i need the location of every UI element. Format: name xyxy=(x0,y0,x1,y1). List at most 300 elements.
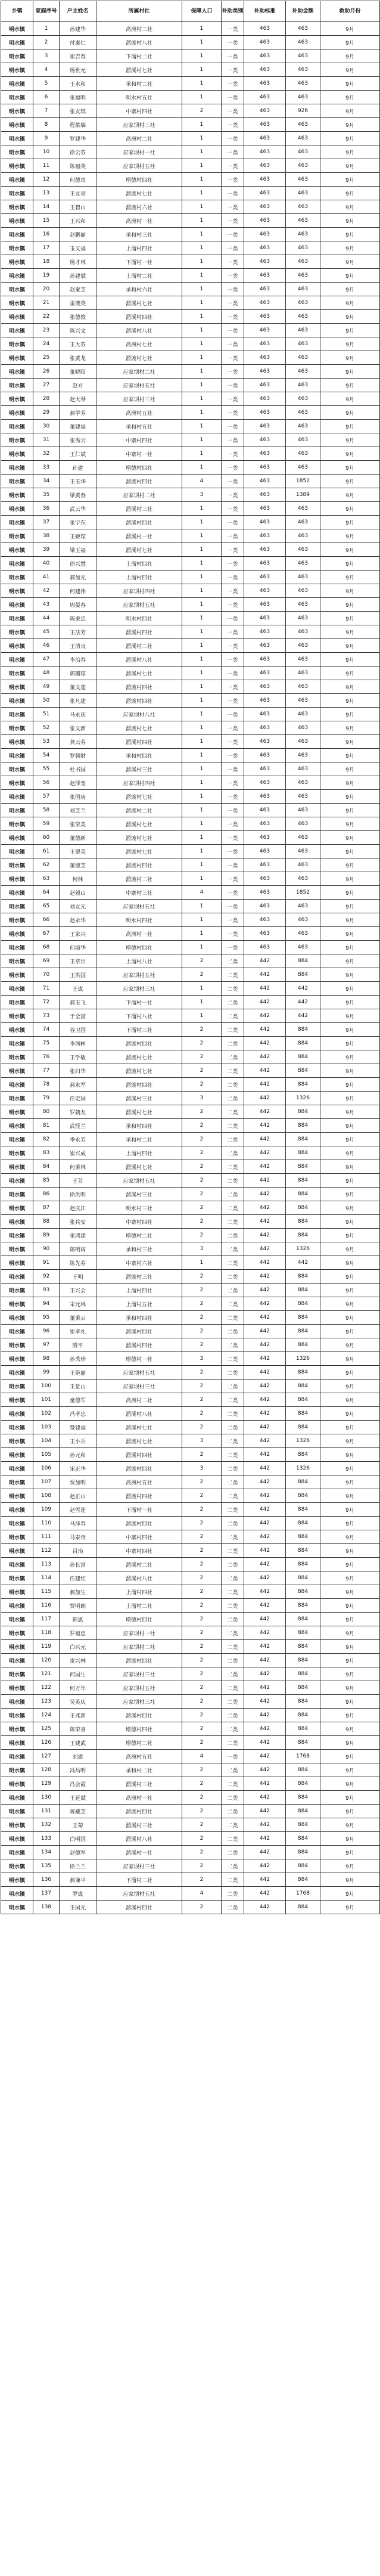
householder-cell: 王友亮 xyxy=(60,187,96,200)
family-no-cell: 54 xyxy=(33,749,60,762)
table-row xyxy=(1,187,380,200)
township-cell: 明水镇 xyxy=(1,1284,33,1297)
table-row xyxy=(1,1750,380,1763)
householder-cell: 王成 xyxy=(60,982,96,996)
category-cell: 二类 xyxy=(222,1188,244,1201)
category-cell: 一类 xyxy=(222,790,244,804)
table-row xyxy=(1,1640,380,1654)
population-cell: 2 xyxy=(182,1544,222,1558)
category-cell: 一类 xyxy=(222,488,244,502)
table-row xyxy=(1,1174,380,1188)
standard-cell: 463 xyxy=(244,900,286,913)
amount-cell: 884 xyxy=(286,1777,320,1791)
table-row xyxy=(1,1709,380,1722)
householder-cell: 谷卫国 xyxy=(60,1023,96,1037)
family-no-cell: 90 xyxy=(33,1242,60,1256)
month-cell: 9月 xyxy=(320,255,380,269)
householder-cell: 赵雪莲 xyxy=(60,1503,96,1517)
amount-cell: 463 xyxy=(286,132,320,145)
table-row xyxy=(1,1571,380,1585)
village-cell: 溜渡村二社 xyxy=(96,804,182,817)
standard-cell: 463 xyxy=(244,63,286,77)
standard-cell: 463 xyxy=(244,831,286,845)
month-cell: 9月 xyxy=(320,529,380,543)
township-cell: 明水镇 xyxy=(1,557,33,571)
amount-cell: 884 xyxy=(286,1489,320,1503)
village-cell: 增德村四社 xyxy=(96,941,182,954)
standard-cell: 463 xyxy=(244,804,286,817)
population-cell: 2 xyxy=(182,1297,222,1311)
householder-cell: 崔兴成 xyxy=(60,1146,96,1160)
householder-cell: 王艳丽 xyxy=(60,1366,96,1380)
householder-cell: 吴英庆 xyxy=(60,1695,96,1709)
householder-cell: 马泰贵 xyxy=(60,1530,96,1544)
population-cell: 1 xyxy=(182,337,222,351)
householder-cell: 孙建斌 xyxy=(60,269,96,283)
village-cell: 上溜村四社 xyxy=(96,557,182,571)
family-no-cell: 14 xyxy=(33,200,60,214)
householder-cell: 付秦仁 xyxy=(60,36,96,49)
village-cell: 高洲村一社 xyxy=(96,214,182,228)
table-row xyxy=(1,91,380,104)
month-cell: 9月 xyxy=(320,1791,380,1805)
standard-cell: 463 xyxy=(244,941,286,954)
family-no-cell: 62 xyxy=(33,858,60,872)
standard-cell: 442 xyxy=(244,1530,286,1544)
standard-cell: 442 xyxy=(244,1229,286,1242)
month-cell: 9月 xyxy=(320,296,380,310)
table-row xyxy=(1,735,380,749)
township-cell: 明水镇 xyxy=(1,1846,33,1859)
category-cell: 一类 xyxy=(222,900,244,913)
village-cell: 溜溪村八社 xyxy=(96,1407,182,1421)
township-cell: 明水镇 xyxy=(1,63,33,77)
standard-cell: 442 xyxy=(244,968,286,982)
township-cell: 明水镇 xyxy=(1,420,33,433)
amount-cell: 884 xyxy=(286,1037,320,1050)
category-cell: 二类 xyxy=(222,1380,244,1393)
householder-cell: 张福明 xyxy=(60,91,96,104)
month-cell: 9月 xyxy=(320,1297,380,1311)
month-cell: 9月 xyxy=(320,1475,380,1489)
family-no-cell: 99 xyxy=(33,1366,60,1380)
village-cell: 应家坝村三社 xyxy=(96,392,182,406)
village-cell: 溜渡村七社 xyxy=(96,351,182,365)
standard-cell: 463 xyxy=(244,653,286,667)
population-cell: 2 xyxy=(182,1517,222,1530)
amount-cell: 463 xyxy=(286,159,320,173)
township-cell: 明水镇 xyxy=(1,1009,33,1023)
householder-cell: 孙建 xyxy=(60,461,96,475)
category-cell: 一类 xyxy=(222,694,244,708)
population-cell: 2 xyxy=(182,1791,222,1805)
amount-cell: 884 xyxy=(286,968,320,982)
amount-cell: 884 xyxy=(286,1558,320,1571)
amount-cell: 463 xyxy=(286,324,320,337)
category-cell: 二类 xyxy=(222,1544,244,1558)
family-no-cell: 85 xyxy=(33,1174,60,1188)
category-cell: 一类 xyxy=(222,1750,244,1763)
month-cell: 9月 xyxy=(320,49,380,63)
month-cell: 9月 xyxy=(320,1242,380,1256)
month-cell: 9月 xyxy=(320,612,380,625)
householder-cell: 张黄龙 xyxy=(60,351,96,365)
family-no-cell: 55 xyxy=(33,762,60,776)
standard-cell: 442 xyxy=(244,1750,286,1763)
population-cell: 3 xyxy=(182,1352,222,1366)
amount-cell: 884 xyxy=(286,1530,320,1544)
township-cell: 明水镇 xyxy=(1,461,33,475)
householder-cell: 郝玉飞 xyxy=(60,996,96,1009)
category-cell: 一类 xyxy=(222,502,244,516)
standard-cell: 442 xyxy=(244,1133,286,1146)
family-no-cell: 59 xyxy=(33,817,60,831)
month-cell: 9月 xyxy=(320,1188,380,1201)
householder-cell: 董德新 xyxy=(60,831,96,845)
family-no-cell: 104 xyxy=(33,1434,60,1448)
amount-cell: 884 xyxy=(286,1544,320,1558)
township-cell: 明水镇 xyxy=(1,776,33,790)
family-no-cell: 128 xyxy=(33,1763,60,1777)
village-cell: 承和村二社 xyxy=(96,77,182,91)
family-no-cell: 97 xyxy=(33,1338,60,1352)
township-cell: 明水镇 xyxy=(1,77,33,91)
standard-cell: 463 xyxy=(244,36,286,49)
township-cell: 明水镇 xyxy=(1,187,33,200)
township-cell: 明水镇 xyxy=(1,1654,33,1667)
township-cell: 明水镇 xyxy=(1,296,33,310)
family-no-cell: 41 xyxy=(33,571,60,584)
population-cell: 2 xyxy=(182,1160,222,1174)
township-cell: 明水镇 xyxy=(1,324,33,337)
table-row xyxy=(1,612,380,625)
category-cell: 二类 xyxy=(222,1448,244,1462)
category-cell: 二类 xyxy=(222,1434,244,1448)
population-cell: 2 xyxy=(182,1421,222,1434)
family-no-cell: 111 xyxy=(33,1530,60,1544)
amount-cell: 463 xyxy=(286,22,320,36)
householder-cell: 赵鹏丽 xyxy=(60,228,96,241)
family-no-cell: 51 xyxy=(33,708,60,721)
standard-cell: 442 xyxy=(244,1763,286,1777)
population-cell: 1 xyxy=(182,145,222,159)
township-cell: 明水镇 xyxy=(1,900,33,913)
category-cell: 一类 xyxy=(222,173,244,187)
population-cell: 1 xyxy=(182,735,222,749)
table-row xyxy=(1,1626,380,1640)
population-cell: 2 xyxy=(182,1558,222,1571)
month-cell: 9月 xyxy=(320,488,380,502)
township-cell: 明水镇 xyxy=(1,392,33,406)
standard-cell: 442 xyxy=(244,1448,286,1462)
village-cell: 承和村三社 xyxy=(96,228,182,241)
standard-cell: 442 xyxy=(244,1160,286,1174)
population-cell: 3 xyxy=(182,1434,222,1448)
township-cell: 明水镇 xyxy=(1,1366,33,1380)
category-cell: 一类 xyxy=(222,63,244,77)
population-cell: 2 xyxy=(182,1901,222,1914)
standard-cell: 463 xyxy=(244,392,286,406)
population-cell: 1 xyxy=(182,612,222,625)
table-row xyxy=(1,543,380,557)
month-cell: 9月 xyxy=(320,502,380,516)
population-cell: 1 xyxy=(182,461,222,475)
amount-cell: 463 xyxy=(286,817,320,831)
category-cell: 二类 xyxy=(222,1050,244,1064)
amount-cell: 884 xyxy=(286,1188,320,1201)
family-no-cell: 18 xyxy=(33,255,60,269)
standard-cell: 442 xyxy=(244,982,286,996)
category-cell: 一类 xyxy=(222,379,244,392)
population-cell: 1 xyxy=(182,447,222,461)
table-row xyxy=(1,968,380,982)
village-cell: 溜溪村四社 xyxy=(96,1338,182,1352)
month-cell: 9月 xyxy=(320,817,380,831)
village-cell: 应家坝村四社 xyxy=(96,776,182,790)
village-cell: 承和村六社 xyxy=(96,283,182,296)
village-cell: 溜渡村二社 xyxy=(96,872,182,886)
village-cell: 承和村四社 xyxy=(96,1311,182,1325)
township-cell: 明水镇 xyxy=(1,1818,33,1832)
family-no-cell: 8 xyxy=(33,118,60,132)
householder-cell: 王仁斌 xyxy=(60,447,96,461)
householder-cell: 张文新 xyxy=(60,721,96,735)
householder-cell: 郝学芳 xyxy=(60,406,96,420)
month-cell: 9月 xyxy=(320,22,380,36)
population-cell: 3 xyxy=(182,1092,222,1105)
family-no-cell: 43 xyxy=(33,598,60,612)
householder-cell: 赵大琴 xyxy=(60,392,96,406)
township-cell: 明水镇 xyxy=(1,1585,33,1599)
category-cell: 二类 xyxy=(222,1626,244,1640)
amount-cell: 463 xyxy=(286,831,320,845)
amount-cell: 463 xyxy=(286,913,320,927)
family-no-cell: 134 xyxy=(33,1846,60,1859)
family-no-cell: 46 xyxy=(33,639,60,653)
month-cell: 9月 xyxy=(320,1640,380,1654)
category-cell: 二类 xyxy=(222,1242,244,1256)
standard-cell: 463 xyxy=(244,255,286,269)
householder-cell: 武怪兰 xyxy=(60,1119,96,1133)
amount-cell: 463 xyxy=(286,721,320,735)
village-cell: 溜渡村四社 xyxy=(96,1037,182,1050)
township-cell: 明水镇 xyxy=(1,1256,33,1270)
table-row xyxy=(1,1667,380,1681)
population-cell: 1 xyxy=(182,858,222,872)
table-row xyxy=(1,721,380,735)
family-no-cell: 94 xyxy=(33,1297,60,1311)
month-cell: 9月 xyxy=(320,1421,380,1434)
table-row xyxy=(1,310,380,324)
village-cell: 承和村四社 xyxy=(96,1119,182,1133)
category-cell: 一类 xyxy=(222,392,244,406)
table-body xyxy=(1,22,380,1914)
amount-cell: 463 xyxy=(286,667,320,680)
category-cell: 一类 xyxy=(222,351,244,365)
amount-cell: 884 xyxy=(286,1160,320,1174)
amount-cell: 884 xyxy=(286,1448,320,1462)
month-cell: 9月 xyxy=(320,1380,380,1393)
month-cell: 9月 xyxy=(320,159,380,173)
month-cell: 9月 xyxy=(320,900,380,913)
category-cell: 二类 xyxy=(222,1064,244,1078)
category-cell: 一类 xyxy=(222,104,244,118)
township-cell: 明水镇 xyxy=(1,1640,33,1654)
amount-cell: 463 xyxy=(286,36,320,49)
township-cell: 明水镇 xyxy=(1,1613,33,1626)
category-cell: 一类 xyxy=(222,831,244,845)
table-row xyxy=(1,1215,380,1229)
householder-cell: 董德芝 xyxy=(60,858,96,872)
family-no-cell: 32 xyxy=(33,447,60,461)
month-cell: 9月 xyxy=(320,1434,380,1448)
amount-cell: 463 xyxy=(286,310,320,324)
township-cell: 明水镇 xyxy=(1,1201,33,1215)
month-cell: 9月 xyxy=(320,269,380,283)
population-cell: 1 xyxy=(182,571,222,584)
population-cell: 2 xyxy=(182,1859,222,1873)
householder-cell: 李治春 xyxy=(60,653,96,667)
standard-cell: 442 xyxy=(244,1105,286,1119)
standard-cell: 463 xyxy=(244,145,286,159)
population-cell: 2 xyxy=(182,1078,222,1092)
population-cell: 2 xyxy=(182,1188,222,1201)
table-row xyxy=(1,804,380,817)
family-no-cell: 106 xyxy=(33,1462,60,1475)
table-row xyxy=(1,447,380,461)
householder-cell: 梁黄春 xyxy=(60,488,96,502)
category-cell: 一类 xyxy=(222,708,244,721)
village-cell: 溜溪村七社 xyxy=(96,296,182,310)
table-row xyxy=(1,1763,380,1777)
township-cell: 明水镇 xyxy=(1,954,33,968)
standard-cell: 463 xyxy=(244,461,286,475)
category-cell: 二类 xyxy=(222,1284,244,1297)
category-cell: 二类 xyxy=(222,1393,244,1407)
village-cell: 溜溪村二社 xyxy=(96,639,182,653)
table-row xyxy=(1,1736,380,1750)
amount-cell: 1768 xyxy=(286,1750,320,1763)
population-cell: 2 xyxy=(182,1530,222,1544)
family-no-cell: 45 xyxy=(33,625,60,639)
amount-cell: 884 xyxy=(286,1681,320,1695)
village-cell: 溜溪村四社 xyxy=(96,625,182,639)
standard-cell: 463 xyxy=(244,351,286,365)
amount-cell: 884 xyxy=(286,1503,320,1517)
table-row xyxy=(1,22,380,36)
village-cell: 下溜村二社 xyxy=(96,49,182,63)
householder-cell: 王大芬 xyxy=(60,337,96,351)
householder-cell: 雷蔑英 xyxy=(60,296,96,310)
table-row xyxy=(1,1599,380,1613)
table-row xyxy=(1,1338,380,1352)
month-cell: 9月 xyxy=(320,214,380,228)
amount-cell: 463 xyxy=(286,420,320,433)
table-row xyxy=(1,1325,380,1338)
table-row xyxy=(1,1475,380,1489)
amount-cell: 884 xyxy=(286,1517,320,1530)
table-row xyxy=(1,420,380,433)
township-cell: 明水镇 xyxy=(1,708,33,721)
standard-cell: 463 xyxy=(244,447,286,461)
table-row xyxy=(1,1859,380,1873)
table-row xyxy=(1,1777,380,1791)
table-row xyxy=(1,667,380,680)
village-cell: 溜渡村四社 xyxy=(96,1078,182,1092)
standard-cell: 463 xyxy=(244,379,286,392)
standard-cell: 442 xyxy=(244,1023,286,1037)
table-row xyxy=(1,680,380,694)
village-cell: 高洲村五社 xyxy=(96,1750,182,1763)
month-cell: 9月 xyxy=(320,1037,380,1050)
householder-cell: 孙元和 xyxy=(60,1448,96,1462)
township-cell: 明水镇 xyxy=(1,433,33,447)
standard-cell: 442 xyxy=(244,954,286,968)
township-cell: 明水镇 xyxy=(1,1462,33,1475)
householder-cell: 马永庆 xyxy=(60,708,96,721)
month-cell: 9月 xyxy=(320,1119,380,1133)
population-cell: 1 xyxy=(182,283,222,296)
amount-cell: 884 xyxy=(286,1805,320,1818)
township-cell: 明水镇 xyxy=(1,653,33,667)
month-cell: 9月 xyxy=(320,1023,380,1037)
householder-cell: 张鸿建 xyxy=(60,1229,96,1242)
township-cell: 明水镇 xyxy=(1,1037,33,1050)
amount-cell: 463 xyxy=(286,858,320,872)
table-row xyxy=(1,858,380,872)
householder-cell: 何德贵 xyxy=(60,173,96,187)
householder-cell: 徐云芬 xyxy=(60,145,96,159)
table-row xyxy=(1,1695,380,1709)
category-cell: 一类 xyxy=(222,762,244,776)
table-row xyxy=(1,1558,380,1571)
standard-cell: 463 xyxy=(244,571,286,584)
header-month: 救助月份 xyxy=(320,1,380,22)
table-row xyxy=(1,954,380,968)
family-no-cell: 114 xyxy=(33,1571,60,1585)
category-cell: 一类 xyxy=(222,91,244,104)
table-row xyxy=(1,1284,380,1297)
category-cell: 一类 xyxy=(222,145,244,159)
amount-cell: 884 xyxy=(286,1311,320,1325)
month-cell: 9月 xyxy=(320,173,380,187)
standard-cell: 442 xyxy=(244,1037,286,1050)
amount-cell: 463 xyxy=(286,63,320,77)
family-no-cell: 124 xyxy=(33,1709,60,1722)
township-cell: 明水镇 xyxy=(1,1242,33,1256)
population-cell: 4 xyxy=(182,1887,222,1901)
month-cell: 9月 xyxy=(320,667,380,680)
amount-cell: 884 xyxy=(286,1791,320,1805)
month-cell: 9月 xyxy=(320,1338,380,1352)
category-cell: 一类 xyxy=(222,475,244,488)
standard-cell: 442 xyxy=(244,1640,286,1654)
standard-cell: 442 xyxy=(244,1462,286,1475)
standard-cell: 442 xyxy=(244,1284,286,1297)
family-no-cell: 38 xyxy=(33,529,60,543)
village-cell: 应家坝村一社 xyxy=(96,145,182,159)
standard-cell: 442 xyxy=(244,1092,286,1105)
population-cell: 2 xyxy=(182,1503,222,1517)
category-cell: 二类 xyxy=(222,1407,244,1421)
amount-cell: 1326 xyxy=(286,1242,320,1256)
householder-cell: 王家兴 xyxy=(60,927,96,941)
township-cell: 明水镇 xyxy=(1,1393,33,1407)
village-cell: 应家坝村一社 xyxy=(96,1626,182,1640)
amount-cell: 884 xyxy=(286,1846,320,1859)
standard-cell: 463 xyxy=(244,776,286,790)
householder-cell: 童德军 xyxy=(60,1393,96,1407)
